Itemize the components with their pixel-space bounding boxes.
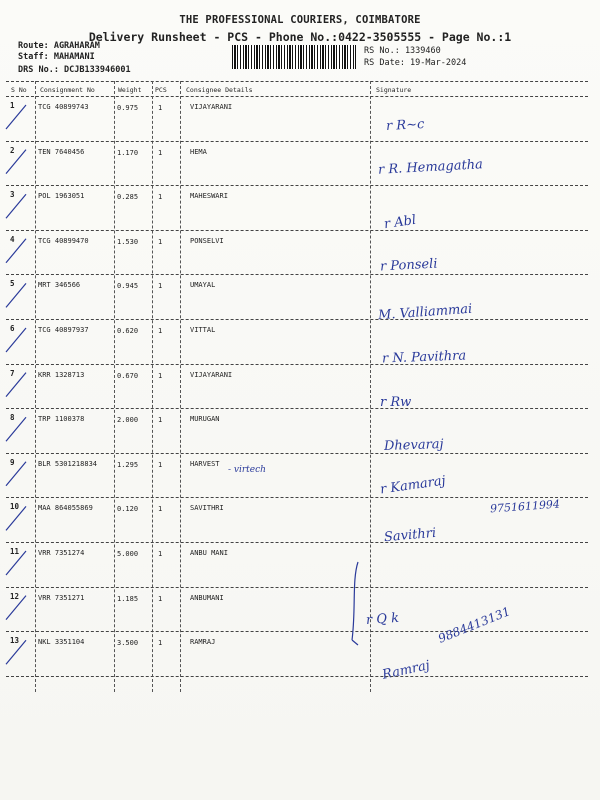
col-header-pcs: PCS (155, 86, 167, 94)
tick-mark (6, 283, 26, 307)
drs-number: DRS No.: DCJB133946001 (18, 65, 131, 75)
tick-mark (6, 373, 26, 397)
weight: 2.000 (117, 416, 139, 425)
pcs-count: 1 (158, 282, 163, 291)
consignee-name: ANBU MANI (190, 549, 228, 557)
col-header-weight: Weight (118, 86, 142, 94)
consignee-name: MURUGAN (190, 415, 220, 424)
handwritten-signature: r R~c (385, 117, 425, 134)
consignment-no: KRR 1328713 (38, 370, 85, 379)
runsheet-title: Delivery Runsheet - PCS - Phone No.:0422-3505555 - Page No.:1 (88, 30, 512, 44)
handwritten-signature: Savithri (383, 525, 437, 546)
handwritten-signature: r Ponseli (379, 256, 438, 275)
consignee-name: UMAYAL (190, 281, 216, 290)
row-serial: 4 (10, 234, 15, 244)
handwritten-signature: r Abl (383, 212, 418, 233)
consignee-name: HEMA (190, 147, 207, 156)
pcs-count: 1 (158, 639, 163, 648)
pcs-count: 1 (158, 505, 163, 514)
consignment-no: POL 1963051 (38, 192, 85, 201)
row-serial: 3 (10, 190, 15, 200)
tick-mark (6, 551, 26, 575)
weight: 1.170 (117, 148, 139, 157)
handwritten-signature: M. Valliammai (377, 301, 473, 324)
consignee-name: VIJAYARANI (190, 103, 233, 111)
row-serial: 1 (10, 101, 15, 110)
handwritten-signature: r Rw (380, 395, 412, 410)
pcs-count: 1 (158, 460, 163, 469)
tick-mark (6, 596, 26, 620)
consignee-name: VITTAL (190, 326, 216, 334)
consignee-name: VIJAYARANI (190, 370, 233, 379)
pcs-count: 1 (158, 371, 163, 380)
row-serial: 12 (10, 591, 20, 601)
tick-mark (6, 239, 26, 263)
rs-number: RS No.: 1339460 (364, 46, 441, 56)
row-serial: 2 (10, 145, 15, 155)
weight: 0.285 (117, 193, 139, 202)
col-header-sno: S No (11, 86, 27, 94)
route-label: Route: AGRAHARAM (18, 41, 100, 51)
row-serial: 9 (10, 457, 15, 467)
consignee-name: ANBUMANI (190, 593, 224, 602)
handwritten-signature: r N. Pavithra (381, 348, 467, 367)
pcs-count: 1 (158, 104, 163, 112)
consignment-no: NKL 3351104 (38, 638, 85, 647)
phone-note: 9751611994 (489, 497, 561, 516)
consignment-no: TCG 40899470 (38, 236, 89, 245)
harvest-note: - virtech (228, 465, 266, 475)
row-serial: 5 (10, 279, 15, 289)
tick-mark (6, 194, 26, 218)
tick-mark (6, 506, 26, 530)
tick-mark (6, 417, 26, 441)
pcs-count: 1 (158, 594, 163, 603)
handwritten-signature: Ramraj (380, 658, 432, 683)
handwritten-signature: Dhevaraj (383, 436, 444, 455)
consignment-no: TEN 7640456 (38, 147, 85, 156)
weight: 0.120 (117, 505, 139, 514)
tick-mark (6, 328, 26, 352)
weight: 1.530 (117, 237, 139, 246)
tick-mark (6, 105, 26, 129)
consignment-no: VRR 7351274 (38, 549, 85, 557)
pcs-count: 1 (158, 193, 163, 202)
weight: 5.000 (117, 550, 139, 558)
consignment-no: TRP 1100378 (38, 415, 85, 424)
weight: 0.945 (117, 282, 139, 291)
pcs-count: 1 (158, 416, 163, 425)
company-title: THE PROFESSIONAL COURIERS, COIMBATORE (179, 14, 421, 26)
col-header-consignee: Consignee Details (186, 86, 253, 94)
pcs-count: 1 (158, 327, 163, 335)
col-header-signature: Signature (376, 86, 412, 94)
weight: 3.500 (117, 639, 139, 648)
tick-mark (6, 640, 26, 664)
consignee-name: MAHESWARI (190, 192, 228, 201)
col-header-consignment: Consignment No (40, 86, 95, 94)
handwritten-signature: r Q k (365, 610, 400, 629)
consignment-no: BLR 5301218834 (38, 459, 98, 468)
handwritten-signature: r Kamaraj (379, 473, 447, 498)
tick-mark (6, 150, 26, 174)
consignee-name: HARVEST (190, 459, 220, 468)
consignment-no: MAA 864055869 (38, 504, 93, 513)
row-serial: 7 (10, 368, 15, 378)
pcs-count: 1 (158, 550, 163, 558)
consignment-no: TCG 40899743 (38, 103, 89, 111)
consignee-name: SAVITHRI (190, 504, 224, 513)
consignee-name: PONSELVI (190, 236, 224, 245)
consignment-no: TCG 40897937 (38, 326, 89, 334)
weight: 0.670 (117, 371, 139, 380)
consignment-no: MRT 346566 (38, 281, 81, 290)
staff-label: Staff: MAHAMANI (18, 52, 95, 62)
consignment-no: VRR 7351271 (38, 593, 85, 602)
tick-mark (6, 462, 26, 486)
weight: 0.975 (117, 104, 139, 112)
consignee-name: RAMRAJ (190, 638, 216, 647)
weight: 1.295 (117, 460, 139, 469)
weight: 1.185 (117, 594, 139, 603)
pcs-count: 1 (158, 148, 163, 157)
row-serial: 10 (10, 502, 20, 512)
handwritten-signature: r R. Hemagatha (377, 157, 484, 178)
phone-note: 9884413131 (436, 604, 513, 646)
weight: 0.620 (117, 327, 139, 335)
row-serial: 13 (10, 636, 20, 646)
row-serial: 6 (10, 324, 15, 333)
pcs-count: 1 (158, 237, 163, 246)
row-serial: 11 (10, 547, 20, 556)
rs-date: RS Date: 19-Mar-2024 (364, 58, 467, 68)
row-serial: 8 (10, 413, 15, 423)
